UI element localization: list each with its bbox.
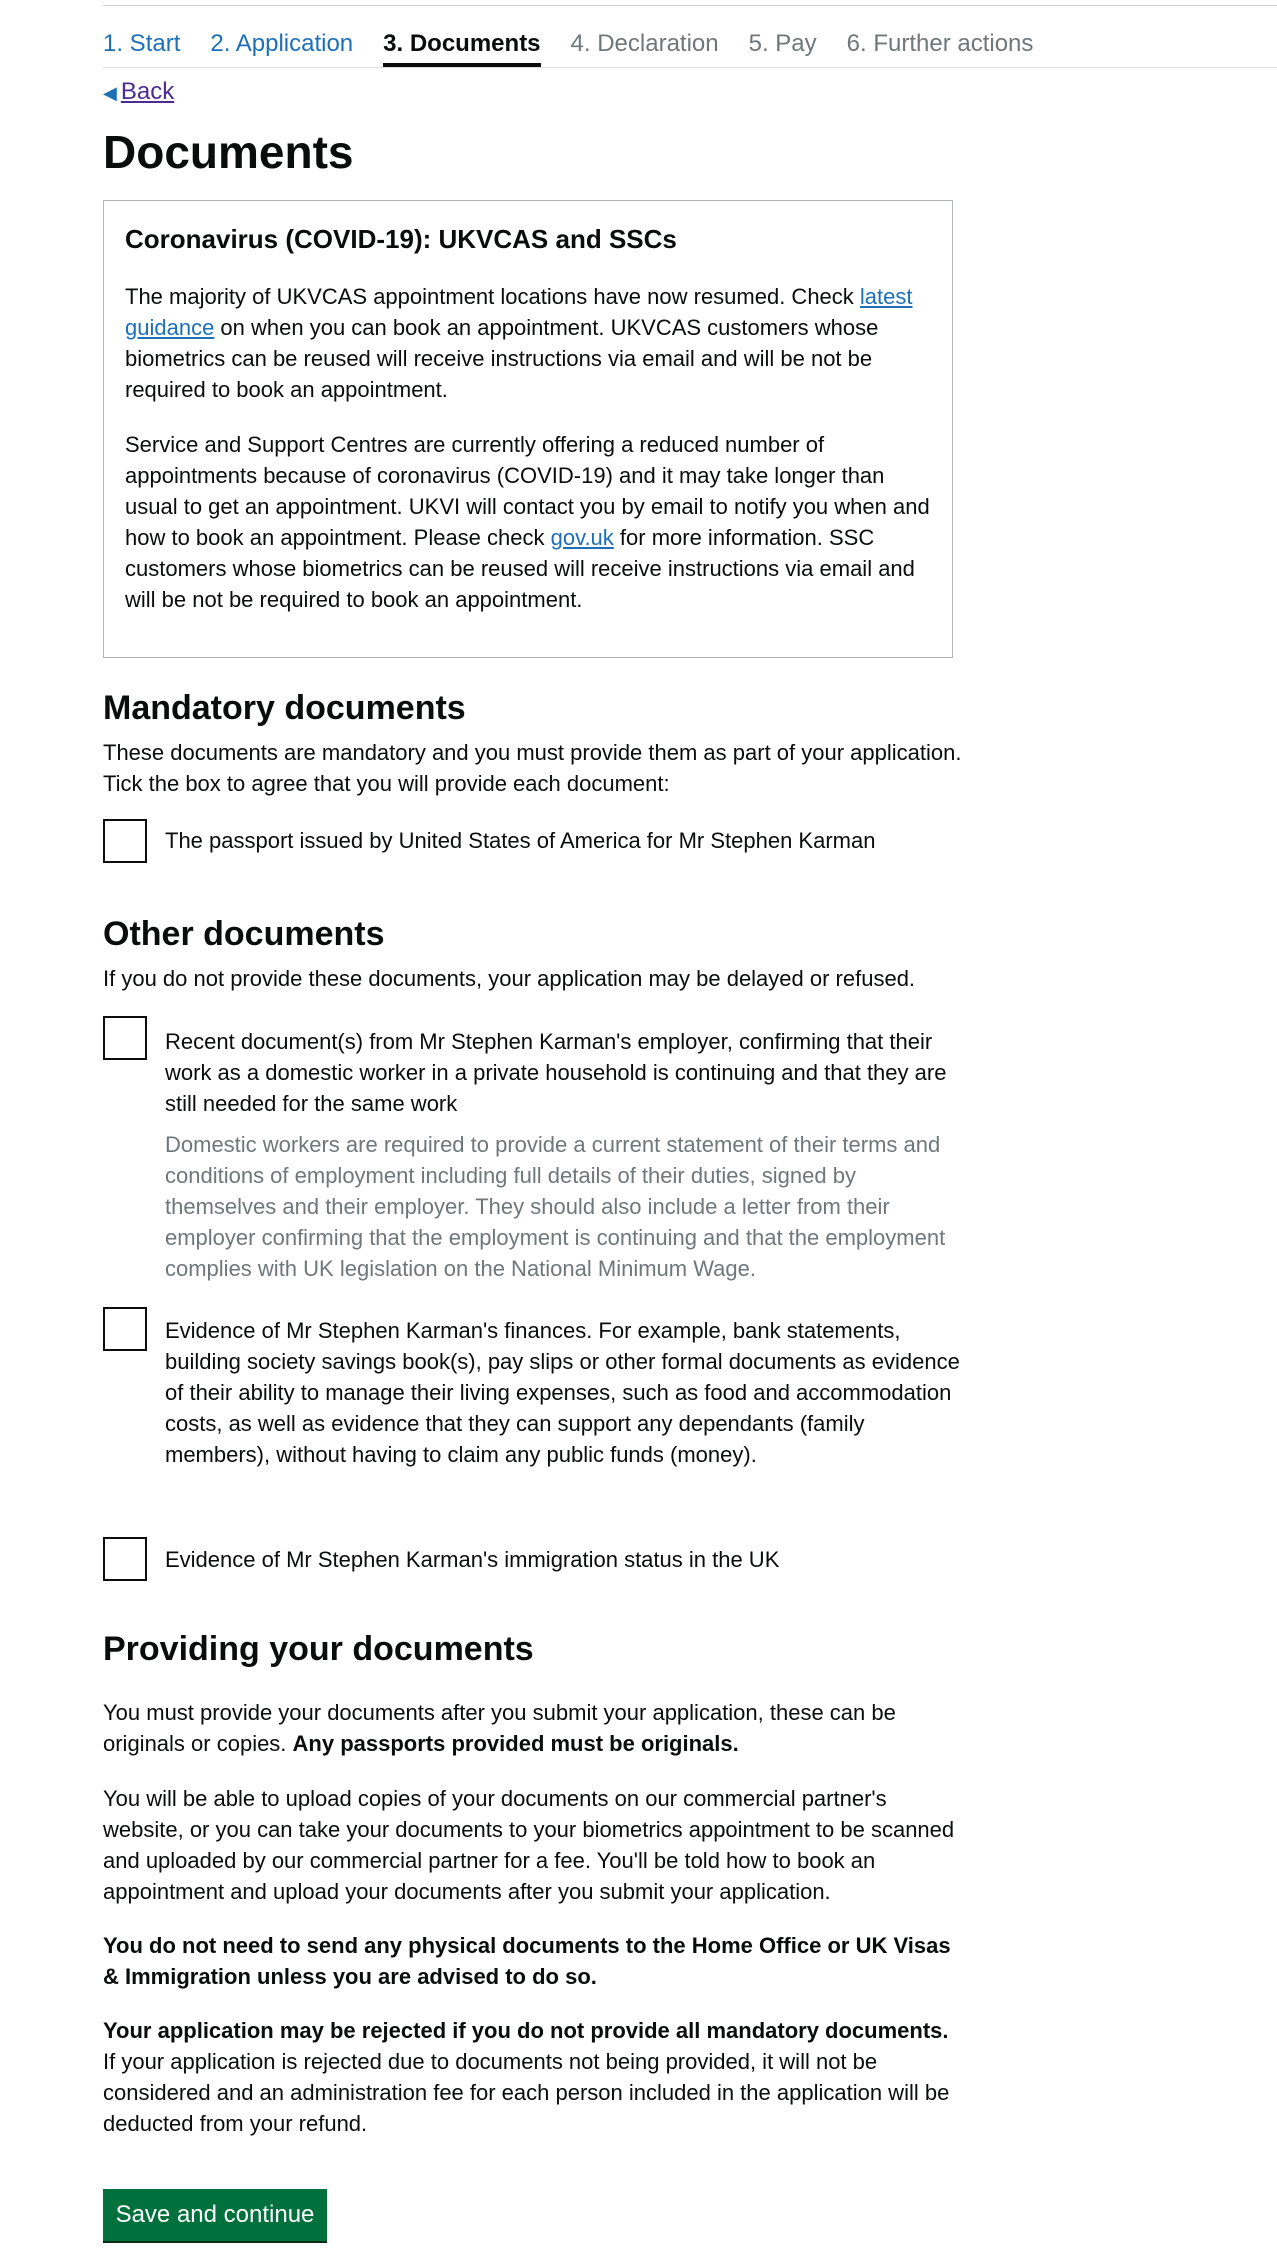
providing-paragraph-upload: You will be able to upload copies of your documents on our commercial partner's website, or you can take your documents to your biometrics appointment to be scanned and uploaded by our commercial partner for a fee. You'll be told how to book an appointment and upload your documents after you submit your application.	[103, 1786, 955, 1904]
page-title: Documents	[103, 126, 354, 178]
save-and-continue-button[interactable]: Save and continue	[103, 2189, 327, 2241]
passport-checkbox[interactable]	[103, 819, 147, 863]
step-application[interactable]: 2. Application	[210, 30, 354, 57]
progress-steps	[103, 28, 1063, 60]
checkbox-label: Evidence of Mr Stephen Karman's finances. For example, bank statements, building society savings book(s), pay slips or other formal documents as evidence of their ability to manage their living expenses, such as food and accommodation costs, as well as evidence that they can support any dependants (family members), without having to claim any public funds (money).	[165, 1318, 960, 1467]
other-document-row	[103, 1016, 963, 1284]
latest-guidance-link[interactable]: latest guidance	[125, 284, 913, 340]
other-document-row	[103, 1307, 963, 1470]
other-documents-intro: If you do not provide these documents, your application may be delayed or refused.	[103, 966, 916, 991]
mandatory-documents-intro: These documents are mandatory and you must provide them as part of your application. Tick the box to agree that you will provide each document:	[103, 740, 962, 796]
providing-documents-heading: Providing your documents	[103, 1630, 534, 1668]
step-declaration: 4. Declaration	[570, 30, 719, 57]
checkbox-hint: Domestic workers are required to provide a current statement of their terms and conditions of employment including full details of their duties, signed by themselves and their employer. They should also include a letter from their employer confirming that the employment is continuing and that the employment complies with UK legislation on the National Minimum Wage.	[165, 1132, 946, 1281]
checkbox-label: Evidence of Mr Stephen Karman's immigration status in the UK	[165, 1547, 780, 1572]
step-pay: 5. Pay	[748, 30, 817, 57]
providing-paragraph-rejection: Your application may be rejected if you do not provide all mandatory documents. If your application is rejected due to documents not being provided, it will not be considered and an administration fee for each person included in the application will be deducted from your refund.	[103, 2018, 950, 2136]
step-start[interactable]: 1. Start	[103, 30, 181, 57]
step-further-actions: 6. Further actions	[846, 30, 1034, 57]
passports-originals-note: Any passports provided must be originals.	[292, 1731, 739, 1756]
providing-paragraph-no-physical: You do not need to send any physical documents to the Home Office or UK Visas & Immigration unless you are advised to do so.	[103, 1933, 951, 1989]
steps-divider	[103, 67, 1277, 68]
gov-uk-link[interactable]: gov.uk	[550, 525, 614, 550]
other-documents-heading: Other documents	[103, 915, 385, 953]
mandatory-document-row	[103, 819, 963, 863]
covid-notice	[103, 200, 953, 658]
checkbox-label: Recent document(s) from Mr Stephen Karman's employer, confirming that their work as a domestic worker in a private household is continuing and that they are still needed for the same work	[165, 1029, 947, 1116]
top-divider	[103, 5, 1277, 6]
notice-paragraph-ssc: Service and Support Centres are currently offering a reduced number of appointments because of coronavirus (COVID-19) and it may take longer than usual to get an appointment. UKVI will contact you by email to notify you when and how to book an appointment. Please check gov.uk for more information. SSC customers whose biometrics can be reused will receive instructions via email and will be not be required to book an appointment.	[125, 432, 930, 612]
finances-checkbox[interactable]	[103, 1307, 147, 1351]
immigration-status-checkbox[interactable]	[103, 1537, 147, 1581]
back-link[interactable]: Back	[120, 78, 175, 105]
notice-paragraph-ukvcas: The majority of UKVCAS appointment locations have now resumed. Check latest guidance on when you can book an appointment. UKVCAS customers whose biometrics can be reused will receive instructions via email and will be not be required to book an appointment.	[125, 284, 913, 402]
back-arrow-icon: ◀	[103, 83, 117, 103]
providing-paragraph-originals: You must provide your documents after you submit your application, these can be originals or copies. Any passports provided must be originals.	[103, 1700, 896, 1756]
notice-title: Coronavirus (COVID-19): UKVCAS and SSCs	[125, 224, 677, 254]
rejection-warning: Your application may be rejected if you do not provide all mandatory documents.	[103, 2018, 949, 2043]
employer-document-checkbox[interactable]	[103, 1016, 147, 1060]
other-document-row	[103, 1537, 963, 1581]
checkbox-label: The passport issued by United States of America for Mr Stephen Karman	[165, 828, 876, 853]
step-documents: 3. Documents	[383, 28, 540, 60]
back-link-container	[103, 76, 174, 109]
mandatory-documents-heading: Mandatory documents	[103, 689, 466, 727]
